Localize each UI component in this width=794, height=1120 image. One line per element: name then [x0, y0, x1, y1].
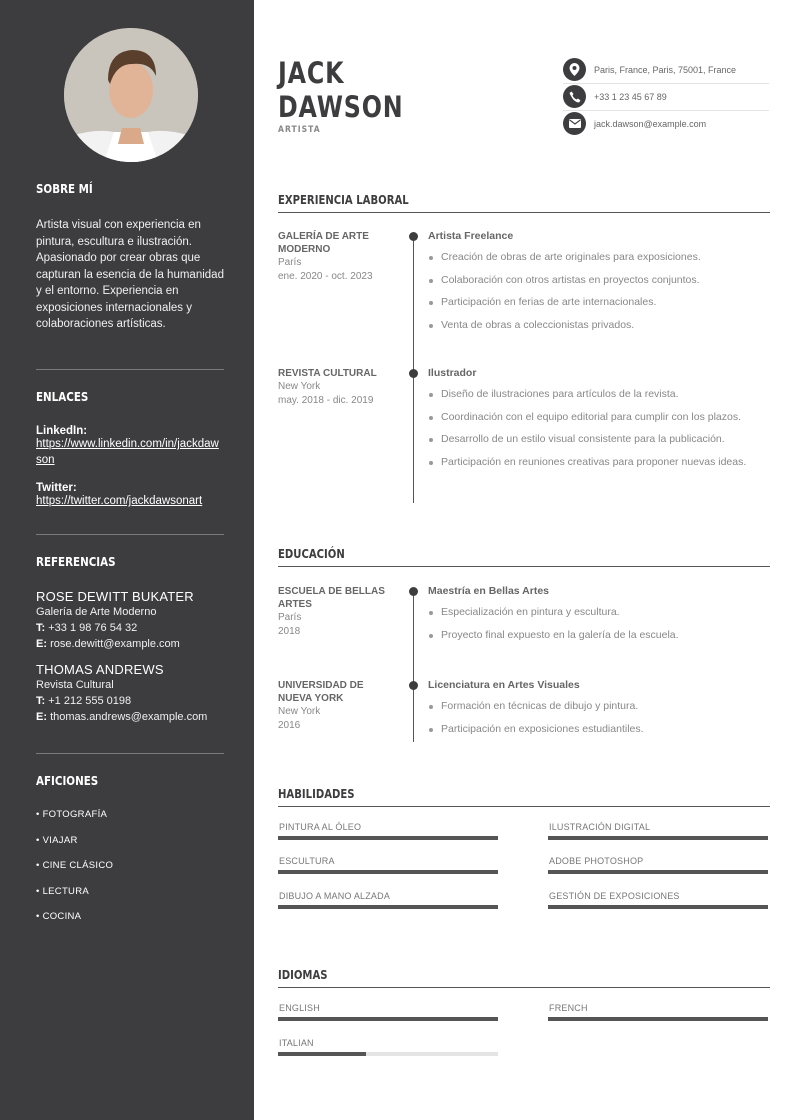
phone-label: T: — [36, 622, 46, 634]
contact-phone — [563, 83, 769, 111]
hobby-item: • LECTURA — [36, 885, 90, 897]
bullet-item: Participación en exposiciones estudiantiles. — [428, 722, 770, 737]
location: New York — [278, 706, 321, 717]
bullet-item: Creación de obras de arte originales para exposiciones. — [428, 250, 770, 265]
job-role: ARTISTA — [278, 125, 321, 135]
about-section — [36, 182, 224, 333]
skill-name: ILUSTRACIÓN DIGITAL — [549, 822, 651, 832]
divider — [36, 753, 224, 754]
skill-item — [278, 856, 498, 874]
location: París — [278, 612, 302, 623]
education-meta — [278, 585, 398, 639]
linkedin-link[interactable]: https://www.linkedin.com/in/jackdawson — [36, 438, 219, 466]
language-bar-fill — [278, 1052, 366, 1056]
education-details — [428, 585, 770, 650]
language-name: FRENCH — [549, 1003, 588, 1013]
link-item — [36, 425, 224, 468]
twitter-link[interactable]: https://twitter.com/jackdawsonart — [36, 495, 203, 507]
skills-title: HABILIDADES — [278, 787, 770, 807]
first-name: JACK — [278, 56, 345, 90]
bullet-list — [428, 387, 770, 470]
email-label: E: — [36, 638, 47, 650]
about-text: Artista visual con experiencia en pintura, escultura e ilustración. Apasionado por crear obras que capturan la esencia de la humanidad y el entorno. Experiencia en exposiciones internacionales y colaboraciones artísticas. — [36, 219, 224, 330]
hobby-item: • CINE CLÁSICO — [36, 860, 114, 871]
references-title: REFERENCIAS — [36, 555, 116, 569]
skill-item — [548, 856, 768, 874]
divider — [36, 369, 224, 370]
address-text: Paris, France, Paris, 75001, France — [594, 64, 737, 75]
skill-name: GESTIÓN DE EXPOSICIONES — [549, 891, 680, 901]
organization: REVISTA CULTURAL — [278, 368, 377, 379]
bullet-item: Formación en técnicas de dibujo y pintura. — [428, 699, 770, 714]
institution: UNIVERSIDAD DE NUEVA YORK — [278, 680, 364, 704]
position-title: Artista Freelance — [428, 230, 514, 242]
timeline-dot — [409, 587, 418, 596]
bullet-list — [428, 605, 770, 643]
education-title: EDUCACIÓN — [278, 547, 770, 567]
skill-item — [548, 891, 768, 909]
language-item — [278, 1003, 498, 1021]
skill-bar-fill — [278, 870, 498, 874]
skill-bar-fill — [548, 836, 768, 840]
reference-item — [36, 589, 224, 652]
person-name — [278, 56, 403, 124]
contact-address — [563, 56, 769, 84]
bullet-item: Diseño de ilustraciones para artículos de la revista. — [428, 387, 770, 402]
bullet-item: Venta de obras a coleccionistas privados. — [428, 318, 770, 333]
language-bar-fill — [548, 1017, 768, 1021]
position-title: Ilustrador — [428, 367, 477, 379]
location-icon — [563, 58, 586, 81]
language-name: ENGLISH — [279, 1003, 320, 1013]
portrait-photo — [64, 28, 198, 162]
bullet-list — [428, 250, 770, 333]
bullet-item: Participación en reuniones creativas para proponer nuevas ideas. — [428, 455, 770, 470]
education-details — [428, 679, 770, 744]
last-name: DAWSON — [278, 90, 404, 124]
reference-item — [36, 662, 224, 725]
skill-bar — [548, 870, 768, 874]
bullet-list — [428, 699, 770, 737]
reference-company: Revista Cultural — [36, 679, 114, 691]
date: 2018 — [278, 626, 301, 637]
language-bar — [548, 1017, 768, 1021]
bullet-item: Desarrollo de un estilo visual consistente para la publicación. — [428, 432, 770, 447]
skill-bar-fill — [278, 836, 498, 840]
skill-bar-fill — [548, 905, 768, 909]
timeline-dot — [409, 369, 418, 378]
hobby-item: • VIAJAR — [36, 834, 78, 846]
bullet-item: Coordinación con el equipo editorial para cumplir con los plazos. — [428, 410, 770, 425]
skill-name: PINTURA AL ÓLEO — [279, 822, 362, 832]
timeline-line — [413, 591, 414, 742]
email-icon — [563, 112, 586, 135]
hobbies-title: AFICIONES — [36, 774, 99, 788]
skill-bar — [278, 870, 498, 874]
experience-details — [428, 230, 770, 340]
email-label: E: — [36, 711, 47, 723]
skill-item — [278, 891, 498, 909]
bullet-item: Especialización en pintura y escultura. — [428, 605, 770, 620]
language-item — [548, 1003, 768, 1021]
skill-bar-fill — [548, 870, 768, 874]
bullet-item: Proyecto final expuesto en la galería de la escuela. — [428, 628, 770, 643]
divider — [36, 534, 224, 535]
education-meta — [278, 679, 398, 733]
language-item — [278, 1038, 498, 1056]
phone-label: T: — [36, 695, 46, 707]
skill-name: ADOBE PHOTOSHOP — [549, 856, 644, 866]
skill-bar-fill — [278, 905, 498, 909]
references-section — [36, 555, 224, 725]
skill-name: ESCULTURA — [279, 856, 335, 866]
date-range: may. 2018 - dic. 2019 — [278, 395, 374, 406]
experience-title: EXPERIENCIA LABORAL — [278, 193, 770, 213]
reference-name: ROSE DEWITT BUKATER — [36, 589, 194, 604]
email-text: jack.dawson@example.com — [594, 118, 707, 129]
skill-bar — [548, 905, 768, 909]
degree-title: Licenciatura en Artes Visuales — [428, 679, 580, 691]
contact-email — [563, 110, 769, 137]
experience-details — [428, 367, 770, 477]
experience-meta — [278, 230, 398, 284]
reference-email: rose.dewitt@example.com — [50, 638, 180, 650]
reference-phone: +33 1 98 76 54 32 — [48, 622, 138, 634]
institution: ESCUELA DE BELLAS ARTES — [278, 586, 385, 610]
language-bar — [278, 1017, 498, 1021]
link-label: Twitter: — [36, 482, 77, 494]
about-title: SOBRE MÍ — [36, 182, 93, 196]
reference-phone: +1 212 555 0198 — [48, 695, 132, 707]
avatar — [64, 28, 198, 162]
experience-meta — [278, 367, 398, 408]
skill-item — [548, 822, 768, 840]
hobby-item: • FOTOGRAFÍA — [36, 809, 108, 820]
link-label: LinkedIn: — [36, 425, 88, 437]
language-name: ITALIAN — [279, 1038, 314, 1048]
language-bar-fill — [278, 1017, 498, 1021]
bullet-item: Colaboración con otros artistas en proyectos conjuntos. — [428, 273, 770, 288]
location: París — [278, 257, 302, 268]
date-range: ene. 2020 - oct. 2023 — [278, 271, 373, 282]
timeline-dot — [409, 681, 418, 690]
bullet-item: Participación en ferias de arte internacionales. — [428, 295, 770, 310]
organization: GALERÍA DE ARTE MODERNO — [278, 231, 369, 255]
skill-name: DIBUJO A MANO ALZADA — [279, 891, 391, 901]
hobby-item: • COCINA — [36, 911, 82, 922]
reference-name: THOMAS ANDREWS — [36, 662, 164, 677]
link-item — [36, 482, 224, 510]
timeline-dot — [409, 232, 418, 241]
location: New York — [278, 381, 321, 392]
date: 2016 — [278, 720, 301, 731]
language-bar — [278, 1052, 498, 1056]
languages-title: IDIOMAS — [278, 968, 770, 988]
hobbies-section — [36, 774, 224, 937]
hobbies-list — [36, 809, 224, 937]
links-section — [36, 390, 224, 510]
phone-icon — [563, 85, 586, 108]
reference-email: thomas.andrews@example.com — [50, 711, 208, 723]
skill-bar — [278, 905, 498, 909]
links-title: ENLACES — [36, 390, 89, 404]
sidebar — [0, 0, 254, 1120]
skill-bar — [548, 836, 768, 840]
phone-text: +33 1 23 45 67 89 — [594, 91, 667, 102]
reference-company: Galería de Arte Moderno — [36, 606, 157, 618]
degree-title: Maestría en Bellas Artes — [428, 585, 550, 597]
skill-item — [278, 822, 498, 840]
skill-bar — [278, 836, 498, 840]
